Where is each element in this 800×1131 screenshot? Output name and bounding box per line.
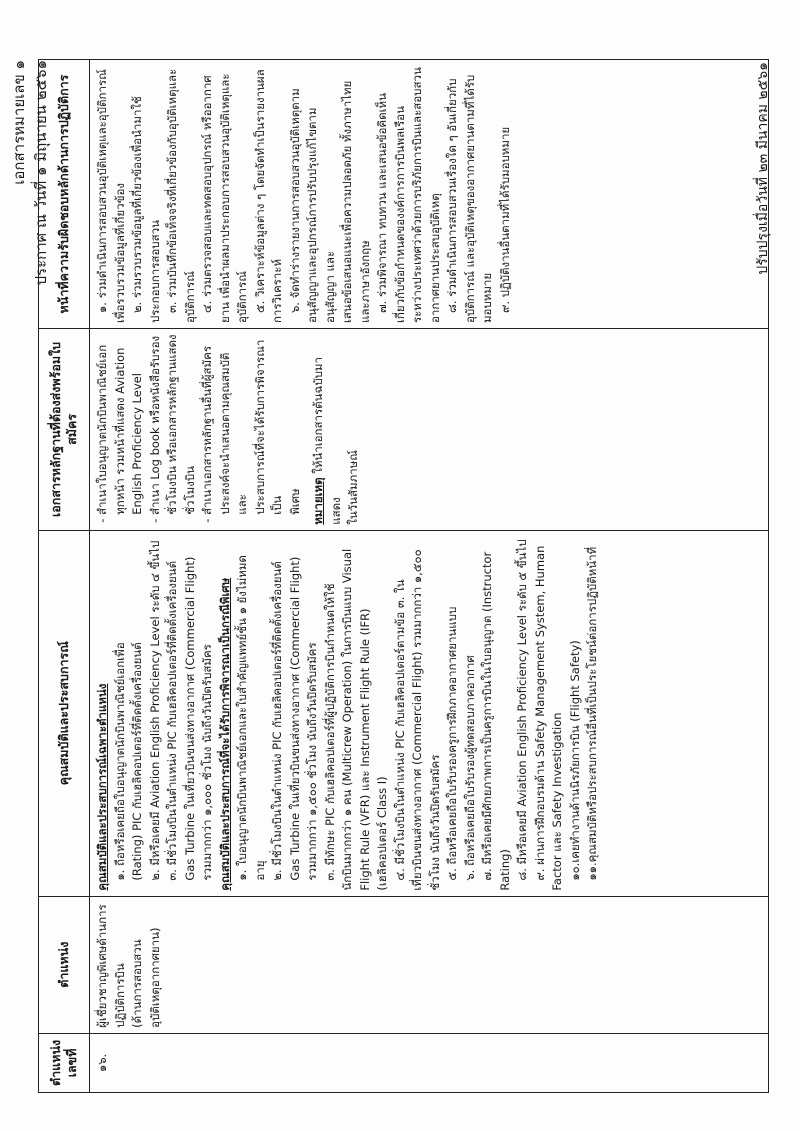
table-header-row bbox=[39, 60, 90, 1093]
header-position: ตำแหน่ง bbox=[39, 896, 90, 1033]
qual-line: ๑๑.คุณสมบัติหรือประสบการณ์อื่นที่เป็นประโยชน์ต่อการปฏิบัติหน้าที่ bbox=[585, 546, 599, 881]
duty-line: อากาศยานประสบอุบัติเหตุ bbox=[427, 193, 442, 324]
cell-position-no: ๑๖. bbox=[90, 1033, 769, 1092]
doc-line: ชั่วโมงบิน หรือเอกสารหลักฐานแสดง bbox=[165, 334, 179, 515]
qual-line: เที่ยวบินขนส่งทางอากาศ (Commercial Flight) รวมมากกว่า ๑,๕๐๐ bbox=[410, 549, 424, 891]
table-row bbox=[90, 60, 769, 1093]
duty-line: อนุสัญญาและอุปกรณ์การปรับปรุงแก้ไขตามอนุสัญญา และ bbox=[305, 107, 337, 324]
cell-position bbox=[90, 896, 769, 1033]
qual-line: ๒. มีหรือเคยมี Aviation English Proficiency Level ระดับ ๔ ขึ้นไป bbox=[147, 540, 162, 881]
doc-line: - สำเนาใบอนุญาตนักบินพาณิชย์เอก bbox=[95, 344, 109, 523]
qual-special-heading: คุณสมบัติและประสบการณ์ที่จะได้รับการพิจารณาเป็นกรณีพิเศษ bbox=[217, 577, 232, 891]
doc-line: ประสบการณ์ที่จะได้รับการพิจารณาเป็น bbox=[252, 339, 284, 515]
duty-line: ๕. วิเคราะห์ข้อมูลต่าง ๆ โดยจัดทำเป็นรายงานผล bbox=[252, 69, 267, 314]
duty-line: มอบหมาย bbox=[480, 272, 494, 324]
duty-line: ๔. ร่วมตรวจสอบและทดสอบอุปกรณ์ หรืออากาศ bbox=[200, 75, 214, 314]
qual-line: ๖. ถือหรือเคยถือใบรับรองผู้ทดสอบภาคอากาศ bbox=[462, 655, 477, 881]
duty-line: เสนอข้อเสนอแนะเพื่อความปลอดภัย ทั้งภาษาไทย bbox=[340, 80, 354, 324]
qual-line: Gas Turbine ในเที่ยวบินขนส่งทางอากาศ (Commercial Flight) bbox=[182, 556, 197, 881]
doc-line: ชั่วโมงบิน bbox=[182, 466, 197, 515]
qual-line: ๘. มีหรือเคยมี Aviation English Proficiency Level ระดับ ๕ ขึ้นไป bbox=[515, 539, 529, 881]
duty-line: เกี่ยวกับข้อกำหนดของงค์การการบินพลเรือน bbox=[392, 106, 407, 324]
doc-note-label: หมายเหตุ bbox=[311, 477, 325, 525]
duty-line: ยาน เพื่อนำผลมาประกอบการสอบสวนอุบัติเหตุและ bbox=[217, 73, 232, 324]
qual-line: ๑. ใบอนุญาตนักบินพาณิชย์เอกและใบสำคัญแพทย์ชั้น ๑ ยังไม่หมดอายุ bbox=[235, 555, 267, 881]
duty-line: ๑. ร่วมดำเนินการสอบสวนอุบัติเหตุและอุบัติการณ์ bbox=[95, 69, 109, 314]
duty-line: ๘. ร่วมดำเนินการสอบสวนเรื่องใด ๆ อันเกี่ยวกับ bbox=[445, 78, 459, 314]
qual-line: ๓. มีชั่วโมงบินในตำแหน่ง PIC กับเฮลิคอปเตอร์ที่ติดตั้งเครื่องยนต์ bbox=[165, 560, 179, 881]
qual-line: ๗. มีหรือเคยมีศักยภาพการเป็นครูการบินในใบอนุญาต (Instructor bbox=[480, 551, 494, 881]
qual-line: ๓. มีทักษะ PIC กับเฮลิคอปเตอร์ที่ผู้ปฏิบัติการบินกำหนดให้ใช้ bbox=[322, 583, 337, 881]
qual-line: ๕. ถือหรือเคยถือใบรับรองครูการฝึกภาคอากาศยานแบบ bbox=[445, 606, 459, 881]
qual-line: รวมมากกว่า ๑,๐๐๐ ชั่วโมง นับถึงวันปิดรับสมัคร bbox=[200, 644, 214, 881]
position-subtitle: (ด้านการสอบสวนอุบัติเหตุอากาศยาน) bbox=[130, 927, 162, 1028]
announcement-date: ประกาศ ณ วันที่ ๑ มิถุนายน ๒๕๖๑ bbox=[32, 60, 50, 286]
document-label: เอกสารหมายเลข ๑ bbox=[10, 60, 28, 185]
qual-line: Gas Turbine ในเที่ยวบินขนส่งทางอากาศ (Commercial Flight) bbox=[287, 556, 302, 881]
position-title: ผู้เชี่ยวชาญพิเศษด้านการปฏิบัติการบิน bbox=[95, 904, 127, 1028]
qual-line: (เฮลิคอปเตอร์ Class I) bbox=[375, 776, 389, 891]
doc-line: ในวันสัมภาษณ์ bbox=[346, 450, 360, 525]
qual-line: ๑. ถือหรือเคยถือใบอนุญาตนักบินพาณิชย์เอกเพื่อ bbox=[112, 642, 127, 881]
qual-line: Rating) bbox=[497, 849, 512, 891]
duty-line: ๙. ปฏิบัติงานอื่นตามที่ได้รับมอบหมาย bbox=[497, 126, 512, 314]
doc-note-text: ให้นำเอกสารต้นฉบับมาแสดง bbox=[311, 357, 343, 525]
header-documents: เอกสารหลักฐานที่ต้องส่งพร้อมใบสมัคร bbox=[39, 329, 90, 531]
duty-line: และภาษาอังกฤษ bbox=[357, 240, 372, 324]
doc-note bbox=[310, 334, 345, 525]
duty-line: ประกอบการสอบสวน bbox=[147, 220, 162, 324]
revision-footer: ปรับปรุงเมื่อวันที่ ๒๓ มีนาคม ๒๕๖๑ bbox=[755, 62, 771, 275]
header-qualifications: คุณสมบัติและประสบการณ์ bbox=[39, 530, 90, 896]
doc-line: ประสงค์จะนำเสนอตามคุณสมบัติและ bbox=[217, 352, 249, 515]
duty-line: อุบัติการณ์ และอุบัติเหตุของอากาศยานตามที่ได้รับ bbox=[462, 74, 477, 324]
qual-line: ชั่วโมง นับถึงวันปิดรับสมัคร bbox=[427, 754, 442, 891]
qualification-table bbox=[38, 59, 769, 1093]
duty-line: ๓. ร่วมบันทึกข้อเท็จจริงที่เกี่ยวข้องกับอุบัติเหตุและ bbox=[165, 68, 179, 314]
qual-line: นักบินมากกว่า ๑ คน (Multicrew Operation) ในการบินแบบ Visual bbox=[340, 548, 354, 891]
qual-line: Factor และ Safety Investigation bbox=[550, 712, 564, 891]
duty-line: การวิเคราะห์ bbox=[270, 258, 284, 324]
qual-line: Flight Rule (VFR) และ Instrument Flight Rule (IFR) bbox=[357, 608, 372, 891]
duty-line: ระหว่างประเทศว่าด้วยการบริภัยการบินและสอบสวน bbox=[410, 67, 424, 324]
doc-line: English Proficiency Level bbox=[130, 373, 144, 515]
duty-line: ๖. จัดทำร่างรายงานการสอบสวนอุบัติเหตุตาม bbox=[287, 88, 302, 314]
cell-documents bbox=[90, 329, 769, 531]
header-duties: หน้าที่ความรับผิดชอบหลักด้านการปฏิบัติการ bbox=[39, 60, 90, 329]
qual-line: (Rating) PIC กับเฮลิคอปเตอร์ที่ติดตั้งเครื่องยนต์ bbox=[130, 642, 144, 881]
doc-line: - สำเนา Log book หรือหนังสือรับรอง bbox=[147, 335, 162, 523]
duty-line: อุบัติการณ์ bbox=[235, 271, 249, 324]
duty-line: เพื่อรวบรวมข้อมูลที่เกี่ยวข้อง bbox=[112, 183, 127, 324]
qual-line: ๔. มีชั่วโมงบินในตำแหน่ง PIC กับเฮลิคอปเตอร์ตามข้อ ๓. ใน bbox=[392, 579, 407, 881]
qual-line: ๑๐.เคยทำงานด้านนิรภัยการบิน (Flight Safety) bbox=[567, 640, 582, 881]
duty-line: ๒. ร่วมรวบรวมข้อมูลที่เกี่ยวข้องเพื่อนำมาใช้ bbox=[130, 96, 144, 314]
doc-line: พิเศษ bbox=[287, 488, 302, 515]
qual-line: รวมมากกว่า ๑,๕๐๐ ชั่วโมง นับถึงวันปิดรับสมัคร bbox=[305, 642, 319, 881]
qual-line: ๒. มีชั่วโมงบินในตำแหน่ง PIC กับเฮลิคอปเตอร์ที่ติดตั้งเครื่องยนต์ bbox=[270, 561, 284, 881]
doc-line: ทุกหน้า รวมหน้าที่แสดง Aviation bbox=[112, 347, 127, 515]
doc-line: - สำเนาเอกสารหลักฐานอื่นที่ผู้สมัคร bbox=[200, 346, 214, 523]
cell-qualifications bbox=[90, 530, 769, 896]
header-position-no: ตำแหน่ง เลขที่ bbox=[39, 1033, 90, 1092]
cell-duties bbox=[90, 60, 769, 329]
duty-line: ๗. ร่วมพิจารณา ทบทวน และเสนอข้อคิดเห็น bbox=[375, 93, 389, 314]
duty-line: อุบัติการณ์ bbox=[182, 271, 197, 324]
qual-line: ๙. ผ่านการฝึกอบรมด้าน Safety Management System, Human bbox=[532, 545, 547, 881]
qual-section-heading: คุณสมบัติและประสบการณ์เฉพาะตำแหน่ง bbox=[95, 683, 109, 891]
